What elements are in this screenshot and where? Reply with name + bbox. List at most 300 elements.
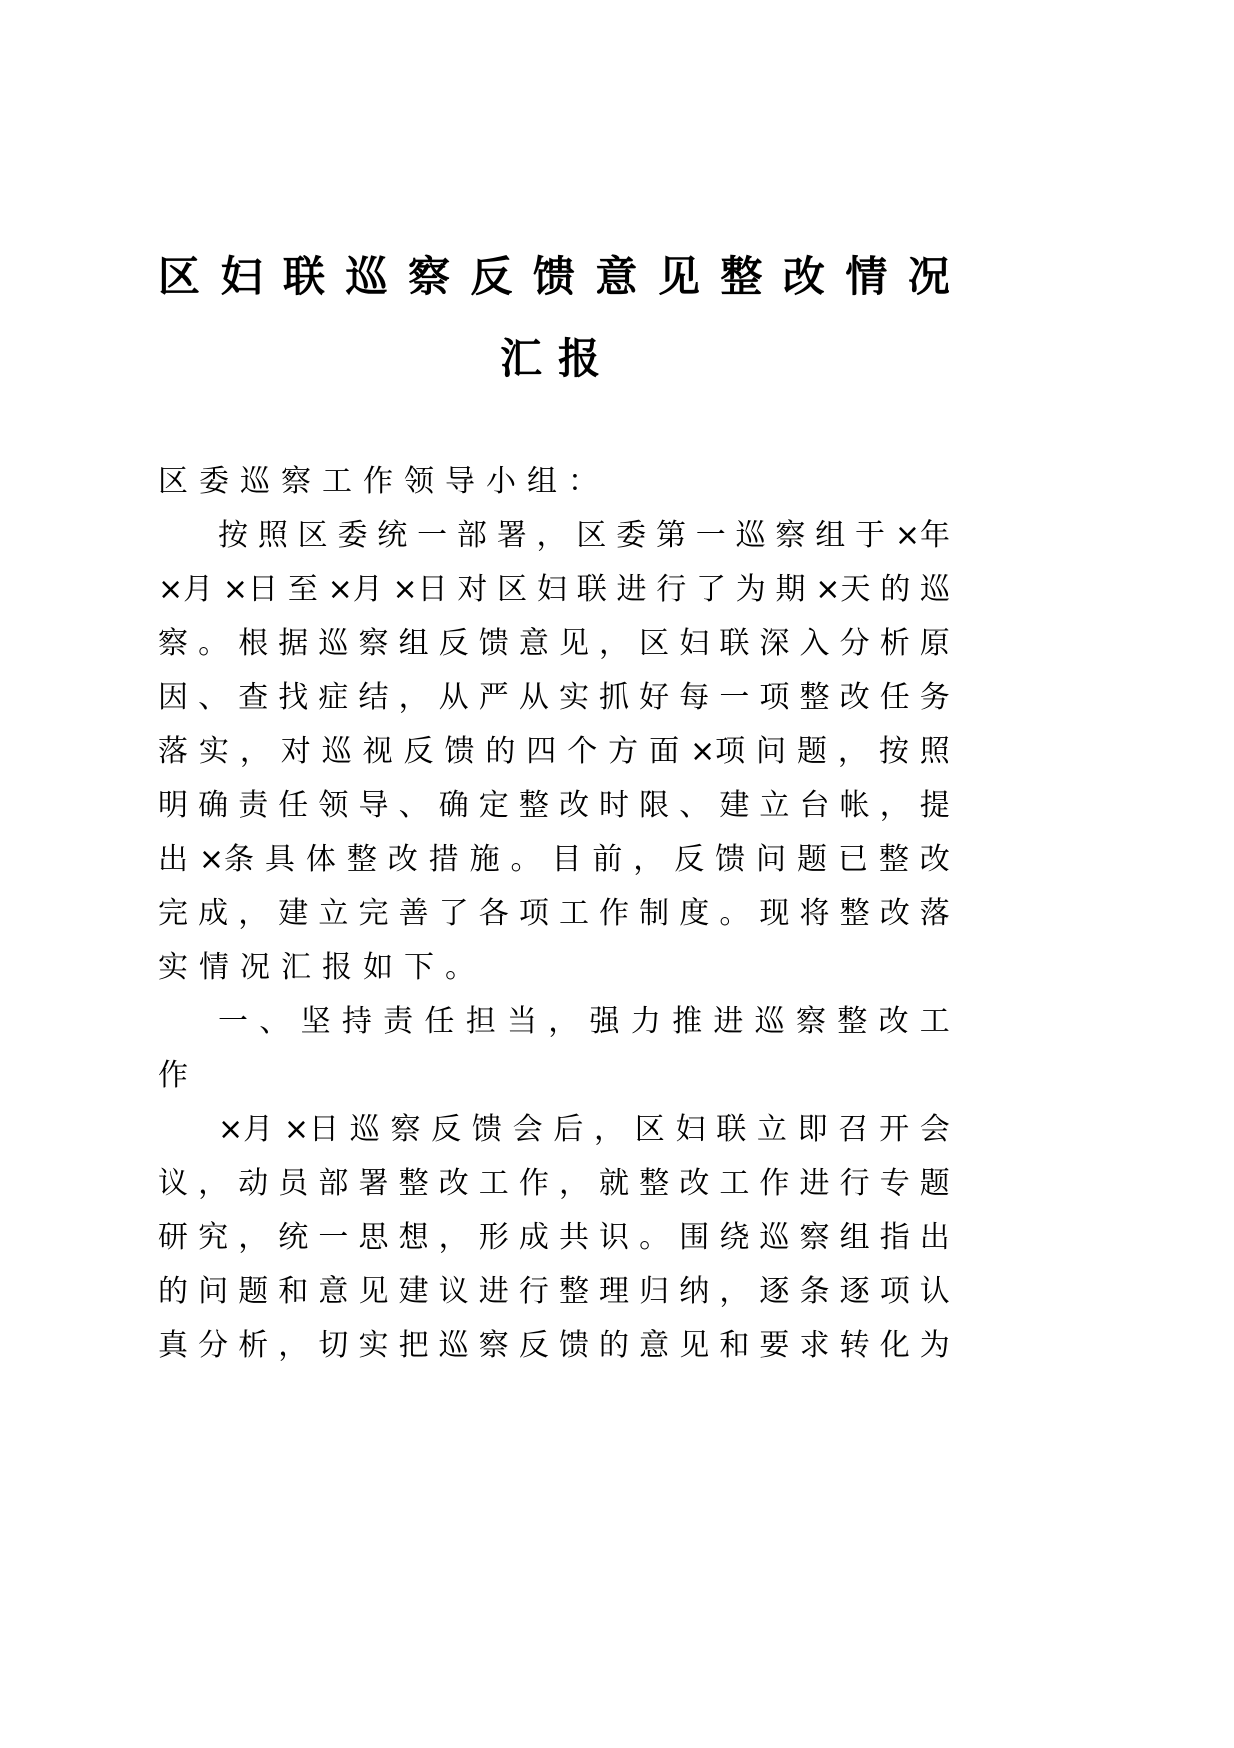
char: 区: [497, 572, 528, 607]
char: 改: [387, 842, 418, 877]
char: 据: [278, 626, 309, 661]
char: 改: [879, 896, 910, 931]
char: 作: [599, 896, 630, 931]
char: 察: [407, 252, 450, 301]
char: 建: [398, 1274, 429, 1309]
section-1-heading-line: [218, 1002, 950, 1042]
char: 立: [759, 788, 790, 823]
char: ，: [558, 1166, 589, 1201]
char: 统: [278, 1220, 309, 1255]
char: ，: [594, 1112, 625, 1147]
char: 方: [608, 734, 639, 769]
char: 馈: [471, 1112, 502, 1147]
char: 任: [879, 680, 910, 715]
char: 巡: [438, 1328, 469, 1363]
char: 况: [907, 252, 950, 301]
char: 围: [679, 1220, 710, 1255]
char: ×天: [815, 572, 871, 607]
char: 题: [238, 1274, 269, 1309]
char: ，: [239, 734, 270, 769]
char: 后: [553, 1112, 584, 1147]
char: 导: [358, 788, 389, 823]
char: 个: [567, 734, 598, 769]
char: 从: [438, 680, 469, 715]
char: 照: [257, 518, 288, 553]
char: 每: [679, 680, 710, 715]
char: 确: [438, 788, 469, 823]
char: ，: [278, 1328, 309, 1363]
char: 题: [796, 842, 827, 877]
char: 反: [403, 734, 434, 769]
justified-text: [158, 1272, 950, 1312]
char: 和: [278, 1274, 309, 1309]
char: 见: [558, 626, 589, 661]
char: 的: [599, 1328, 630, 1363]
char: 提: [919, 788, 950, 823]
char: 为: [735, 572, 766, 607]
char: ，: [548, 1004, 579, 1039]
char: 改: [558, 788, 589, 823]
char: 因: [158, 680, 188, 715]
char: 。: [510, 842, 541, 877]
char: 研: [158, 1220, 188, 1255]
char: 反: [674, 842, 705, 877]
char: 整: [837, 1004, 868, 1039]
char: ，: [536, 518, 567, 553]
char: 察: [358, 626, 389, 661]
char: 巡: [759, 1220, 790, 1255]
char: 找: [278, 680, 309, 715]
paragraph-2-line: [218, 1110, 950, 1150]
char: 署: [358, 1166, 389, 1201]
char: 帐: [839, 788, 870, 823]
char: 部: [456, 518, 487, 553]
char: 联: [576, 572, 607, 607]
paragraph-1-line: [158, 840, 950, 880]
char: 作: [518, 1166, 549, 1201]
char: 当: [506, 1004, 537, 1039]
char: 察: [799, 1220, 830, 1255]
paragraph-1-line: [218, 516, 950, 556]
justified-text: [158, 624, 950, 664]
char: 前: [592, 842, 623, 877]
char: 意: [318, 1274, 349, 1309]
char: 察: [478, 1328, 509, 1363]
char: 的: [485, 734, 516, 769]
char: ，: [719, 1274, 750, 1309]
justified-text: [158, 840, 950, 880]
char: 成: [518, 1220, 549, 1255]
char: 整: [839, 896, 870, 931]
char: 组: [815, 518, 846, 553]
char: 见: [358, 1274, 389, 1309]
char: 落: [919, 896, 950, 931]
char: 时: [599, 788, 630, 823]
char: 第: [655, 518, 686, 553]
char: 任: [278, 788, 309, 823]
char: 一: [218, 1004, 248, 1039]
char: 和: [719, 1328, 750, 1363]
char: 妇: [675, 1112, 706, 1147]
char: 把: [398, 1328, 429, 1363]
char: 按: [878, 734, 909, 769]
paragraph-1-line: [158, 894, 950, 934]
char: 体: [305, 842, 336, 877]
char: 。: [639, 1220, 670, 1255]
char: 报: [557, 334, 600, 383]
char: 出: [158, 842, 188, 877]
char: 会: [919, 1112, 950, 1147]
char: ，: [198, 1166, 229, 1201]
paragraph-2-line: [158, 1326, 950, 1366]
char: 进: [616, 572, 647, 607]
char: 妇: [679, 626, 710, 661]
char: 至: [287, 572, 318, 607]
paragraph-1-line: [158, 624, 950, 664]
char: 、: [259, 1004, 290, 1039]
char: 实: [358, 1328, 389, 1363]
char: 症: [318, 680, 349, 715]
char: 根: [238, 626, 269, 661]
char: 委: [337, 518, 368, 553]
char: 联: [719, 626, 750, 661]
char: 反: [438, 626, 469, 661]
char: 度: [679, 896, 710, 931]
char: 见: [657, 252, 700, 301]
char: 共: [558, 1220, 589, 1255]
char: 坚: [300, 1004, 331, 1039]
char: 问: [198, 1274, 229, 1309]
char: 改: [919, 842, 950, 877]
char: 目: [551, 842, 582, 877]
char: 、: [198, 680, 229, 715]
char: 严: [478, 680, 509, 715]
char: 整: [799, 680, 830, 715]
char: 一: [695, 518, 726, 553]
char: 题: [919, 1166, 950, 1201]
char: 施: [469, 842, 500, 877]
char: 区: [639, 626, 670, 661]
char: ，: [238, 1220, 269, 1255]
char: 了: [695, 572, 726, 607]
char: 期: [775, 572, 806, 607]
char: 落: [158, 734, 188, 769]
char: ，: [238, 896, 269, 931]
char: 巡: [318, 626, 349, 661]
char: 巡: [919, 572, 950, 607]
paragraph-1-line: [158, 732, 950, 772]
char: ×月: [327, 572, 383, 607]
char: 工: [919, 1004, 950, 1039]
char: 联: [282, 252, 325, 301]
char: 行: [518, 1274, 549, 1309]
paragraph-1-line: [158, 786, 950, 826]
paragraph-1-line: [158, 570, 950, 610]
char: 动: [238, 1166, 269, 1201]
char: 条: [799, 1274, 830, 1309]
char: 统: [377, 518, 408, 553]
char: 联: [716, 1112, 747, 1147]
char: ×月: [218, 1112, 274, 1147]
title-justified: [500, 334, 600, 384]
char: 思: [358, 1220, 389, 1255]
char: 馈: [715, 842, 746, 877]
char: 、: [679, 788, 710, 823]
char: 部: [318, 1166, 349, 1201]
char: 召: [838, 1112, 869, 1147]
char: 转: [839, 1328, 870, 1363]
char: 整: [346, 842, 377, 877]
char: 定: [478, 788, 509, 823]
char: 按: [218, 518, 248, 553]
char: 责: [238, 788, 269, 823]
char: 区: [158, 252, 201, 301]
justified-text: [158, 570, 950, 610]
char: 建: [719, 788, 750, 823]
char: 力: [630, 1004, 661, 1039]
char: 认: [919, 1274, 950, 1309]
char: 一: [417, 518, 448, 553]
char: 真: [158, 1328, 188, 1363]
char: 区: [297, 518, 328, 553]
char: 原: [919, 626, 950, 661]
char: 纳: [679, 1274, 710, 1309]
char: 开: [879, 1112, 910, 1147]
char: 措: [428, 842, 459, 877]
char: 反: [431, 1112, 462, 1147]
char: 妇: [220, 252, 263, 301]
char: 整: [720, 252, 763, 301]
char: 立: [318, 896, 349, 931]
char: 面: [649, 734, 680, 769]
char: ×日: [392, 572, 448, 607]
justified-text: [218, 516, 950, 556]
char: 区: [576, 518, 607, 553]
char: 确: [198, 788, 229, 823]
justified-text: [158, 1164, 950, 1204]
char: 各: [478, 896, 509, 931]
justified-text: [218, 1002, 950, 1042]
char: 求: [799, 1328, 830, 1363]
char: 实: [558, 680, 589, 715]
char: 视: [362, 734, 393, 769]
char: 进: [478, 1274, 509, 1309]
char: 对: [457, 572, 488, 607]
char: 委: [616, 518, 647, 553]
char: 进: [713, 1004, 744, 1039]
char: 具: [264, 842, 295, 877]
char: 署: [496, 518, 527, 553]
char: 馈: [558, 1328, 589, 1363]
section-1-heading-line-last: 作: [158, 1058, 199, 1093]
char: 妇: [536, 572, 567, 607]
char: 立: [756, 1112, 787, 1147]
char: 问: [756, 734, 787, 769]
char: 抓: [599, 680, 630, 715]
char: 推: [672, 1004, 703, 1039]
justified-text: [158, 1326, 950, 1366]
char: ×项: [689, 734, 746, 769]
char: 组: [398, 626, 429, 661]
char: 务: [919, 680, 950, 715]
char: 察: [795, 1004, 826, 1039]
char: 、: [398, 788, 429, 823]
char: 项: [518, 896, 549, 931]
char: 工: [478, 1166, 509, 1201]
char: ，: [879, 788, 910, 823]
char: 见: [679, 1328, 710, 1363]
char: 员: [278, 1166, 309, 1201]
char: 已: [837, 842, 868, 877]
char: 整: [558, 1274, 589, 1309]
char: 整: [639, 1166, 670, 1201]
char: 馈: [478, 626, 509, 661]
char: 行: [656, 572, 687, 607]
char: 汇: [500, 334, 543, 383]
document-title-line-2: [500, 334, 600, 384]
char: 巡: [754, 1004, 785, 1039]
char: 出: [919, 1220, 950, 1255]
char: 。: [198, 626, 229, 661]
char: 馈: [444, 734, 475, 769]
char: ×日: [222, 572, 279, 607]
char: 制: [639, 896, 670, 931]
char: ×日: [283, 1112, 339, 1147]
char: 形: [478, 1220, 509, 1255]
char: 善: [398, 896, 429, 931]
char: 问: [756, 842, 787, 877]
char: 馈: [532, 252, 575, 301]
char: 组: [839, 1220, 870, 1255]
char: ×条: [198, 842, 255, 877]
document-title-line-1: [158, 252, 950, 302]
char: 分: [839, 626, 870, 661]
char: 的: [880, 572, 911, 607]
char: 情: [845, 252, 888, 301]
char: 结: [358, 680, 389, 715]
char: 限: [639, 788, 670, 823]
paragraph-2-line: [158, 1218, 950, 1258]
char: 项: [879, 1274, 910, 1309]
char: 化: [879, 1328, 910, 1363]
salutation: 区委巡察工作领导小组：: [158, 464, 609, 499]
char: 察: [158, 626, 188, 661]
title-justified: [158, 252, 950, 302]
justified-text: [158, 732, 950, 772]
char: 现: [759, 896, 790, 931]
char: 。: [719, 896, 750, 931]
char: 实: [198, 734, 229, 769]
char: 将: [799, 896, 830, 931]
char: 对: [280, 734, 311, 769]
char: 专: [879, 1166, 910, 1201]
char: 行: [839, 1166, 870, 1201]
char: 巡: [345, 252, 388, 301]
char: 改: [782, 252, 825, 301]
char: ，: [438, 1220, 469, 1255]
char: ，: [398, 680, 429, 715]
char: 一: [719, 680, 750, 715]
char: 持: [341, 1004, 372, 1039]
justified-text: [158, 678, 950, 718]
char: 题: [796, 734, 827, 769]
char: 四: [526, 734, 557, 769]
char: 一: [318, 1220, 349, 1255]
char: 绕: [719, 1220, 750, 1255]
char: 察: [775, 518, 806, 553]
char: 明: [158, 788, 188, 823]
char: 成: [198, 896, 229, 931]
char: 反: [470, 252, 513, 301]
paragraph-1-line: [158, 678, 950, 718]
char: 领: [318, 788, 349, 823]
char: 巡: [349, 1112, 380, 1147]
char: 工: [719, 1166, 750, 1201]
char: 识: [599, 1220, 630, 1255]
char: 工: [558, 896, 589, 931]
char: 意: [595, 252, 638, 301]
char: 作: [759, 1166, 790, 1201]
char: 析: [879, 626, 910, 661]
char: 任: [424, 1004, 455, 1039]
char: 析: [238, 1328, 269, 1363]
char: 从: [518, 680, 549, 715]
paragraph-1-line-last: 实情况汇报如下。: [158, 950, 486, 985]
paragraph-2-line: [158, 1164, 950, 1204]
char: 即: [797, 1112, 828, 1147]
char: 完: [358, 896, 389, 931]
char: 完: [158, 896, 188, 931]
paragraph-2-line: [158, 1272, 950, 1312]
char: 整: [398, 1166, 429, 1201]
char: 进: [799, 1166, 830, 1201]
char: 要: [759, 1328, 790, 1363]
char: 于: [855, 518, 885, 553]
char: 逐: [839, 1274, 870, 1309]
char: 议: [158, 1166, 188, 1201]
justified-text: [158, 894, 950, 934]
char: 的: [158, 1274, 188, 1309]
char: 归: [639, 1274, 670, 1309]
char: 改: [839, 680, 870, 715]
char: 为: [919, 1328, 950, 1363]
char: 照: [919, 734, 950, 769]
char: 深: [759, 626, 790, 661]
char: 整: [878, 842, 909, 877]
char: 项: [759, 680, 790, 715]
char: ，: [837, 734, 868, 769]
char: 好: [639, 680, 670, 715]
char: 究: [198, 1220, 229, 1255]
char: 分: [198, 1328, 229, 1363]
char: 改: [679, 1166, 710, 1201]
char: 改: [438, 1166, 469, 1201]
char: 切: [318, 1328, 349, 1363]
char: 议: [438, 1274, 469, 1309]
char: 察: [390, 1112, 421, 1147]
char: 逐: [759, 1274, 790, 1309]
char: 想: [398, 1220, 429, 1255]
char: 意: [639, 1328, 670, 1363]
char: 入: [799, 626, 830, 661]
char: 了: [438, 896, 469, 931]
char: 责: [383, 1004, 414, 1039]
char: 就: [599, 1166, 630, 1201]
char: ，: [599, 626, 630, 661]
char: 改: [878, 1004, 909, 1039]
char: 巡: [321, 734, 352, 769]
char: 指: [879, 1220, 910, 1255]
